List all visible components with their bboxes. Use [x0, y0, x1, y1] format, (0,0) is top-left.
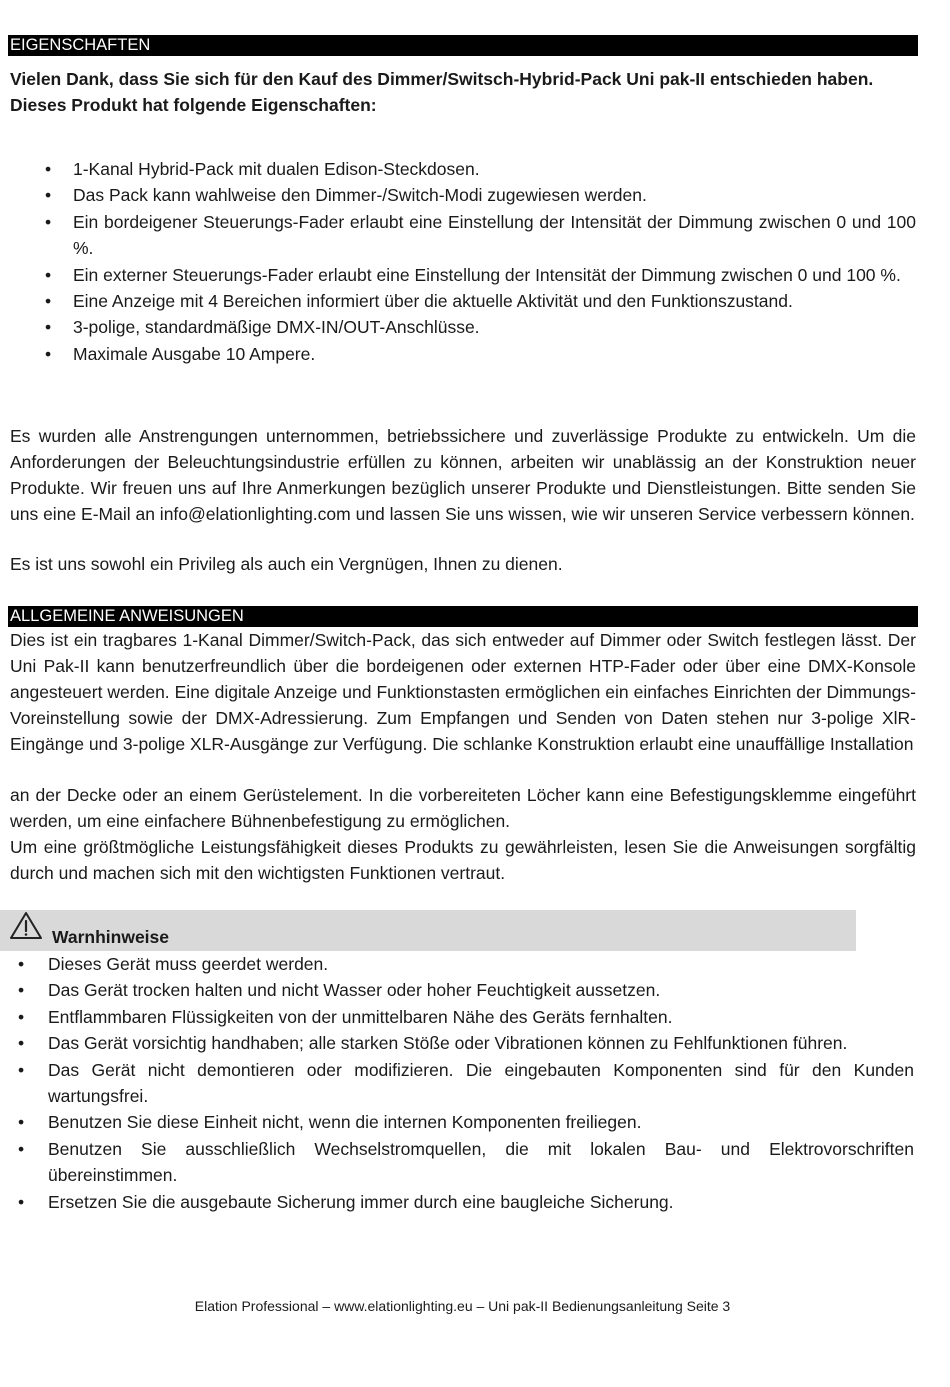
list-item: • Ein bordeigener Steuerungs-Fader erlaubt eine Einstellung der Intensität der Dimmung zwischen 0 und 100 %. [10, 209, 916, 262]
feature-list [10, 156, 916, 367]
general-paragraph: Dies ist ein tragbares 1-Kanal Dimmer/Switch-Pack, das sich entweder auf Dimmer oder Switch festlegen lässt. Der Uni Pak-II kann benutzerfreundlich über die bordeigenen oder externen HTP-Fader oder über eine DMX-Konsole angesteuert werden. Eine digitale Anzeige und Funktionstasten ermöglichen ein einfaches Einrichten der Dimmungs-Voreinstellung sowie der DMX-Adressierung. Zum Empfangen und Senden von Daten stehen nur 3-polige XlR-Eingänge und 3-polige XLR-Ausgänge zur Verfügung. Die schlanke Konstruktion erlaubt eine unauffällige Installation [10, 630, 916, 754]
bullet: • [45, 343, 52, 364]
list-item: • Eine Anzeige mit 4 Bereichen informiert über die aktuelle Aktivität und den Funktionszustand. [10, 288, 916, 314]
bullet: • [45, 264, 52, 285]
intro-features-heading: Dieses Produkt hat folgende Eigenschaften: [10, 95, 377, 115]
warning-list [10, 951, 914, 1215]
bullet: • [18, 954, 25, 974]
list-item: • Das Pack kann wahlweise den Dimmer-/Switch-Modi zugewiesen werden. [10, 182, 916, 208]
bullet: • [18, 1059, 25, 1080]
list-item: • 3-polige, standardmäßige DMX-IN/OUT-Anschlüsse. [10, 314, 916, 340]
bullet: • [18, 1138, 25, 1159]
list-item: • Ersetzen Sie die ausgebaute Sicherung immer durch eine baugleiche Sicherung. [10, 1189, 914, 1215]
list-item: • Das Gerät vorsichtig handhaben; alle starken Stöße oder Vibrationen können zu Fehlfunktionen führen. [10, 1030, 914, 1056]
list-item: • Das Gerät nicht demontieren oder modifizieren. Die eingebauten Komponenten sind für den Kunden wartungsfrei. [10, 1057, 914, 1110]
bullet: • [18, 1112, 25, 1133]
list-item: • Ein externer Steuerungs-Fader erlaubt eine Einstellung der Intensität der Dimmung zwischen 0 und 100 %. [10, 262, 916, 288]
warnings-title: Warnhinweise [52, 927, 170, 947]
list-item: • Dieses Gerät muss geerdet werden. [10, 951, 914, 977]
bullet: • [45, 317, 52, 338]
closing-paragraph: Es ist uns sowohl ein Privileg als auch ein Vergnügen, Ihnen zu dienen. [10, 554, 563, 574]
page-footer: Elation Professional – www.elationlighting.eu – Uni pak-II Bedienungsanleitung Seite 3 [194, 1298, 731, 1314]
bullet: • [45, 185, 52, 206]
section-header-eigenschaften: EIGENSCHAFTEN [8, 35, 918, 56]
bullet: • [18, 1033, 25, 1054]
bullet: • [45, 291, 52, 312]
instructions-paragraph: Um eine größtmögliche Leistungsfähigkeit dieses Produkts zu gewährleisten, lesen Sie die Anweisungen sorgfältig durch und machen sich mit den wichtigsten Funktionen vertraut. [10, 837, 916, 883]
bullet: • [45, 211, 52, 232]
list-item: • Benutzen Sie ausschließlich Wechselstromquellen, die mit lokalen Bau- und Elektrovorschriften übereinstimmen. [10, 1136, 914, 1189]
bullet: • [18, 1006, 25, 1027]
list-item: • Maximale Ausgabe 10 Ampere. [10, 341, 916, 367]
bullet: • [18, 1191, 25, 1212]
bullet: • [45, 159, 52, 179]
bullet: • [18, 980, 25, 1001]
intro-text [10, 66, 918, 118]
list-item: • Entflammbaren Flüssigkeiten von der unmittelbaren Nähe des Geräts fernhalten. [10, 1004, 914, 1030]
intro-thanks: Vielen Dank, dass Sie sich für den Kauf des Dimmer/Switsch-Hybrid-Pack Uni pak-II entschieden haben. [10, 69, 874, 89]
contact-paragraph: Es wurden alle Anstrengungen unternommen, betriebssichere und zuverlässige Produkte zu entwickeln. Um die Anforderungen der Beleuchtungsindustrie erfüllen zu können, arbeiten wir unablässig an der Konstruktion neuer Produkte. Wir freuen uns auf Ihre Anmerkungen bezüglich unserer Produkte und Dienstleistungen. Bitte senden Sie uns eine E-Mail an info@elationlighting.com und lassen Sie uns wissen, wie wir unseren Service verbessern können. [10, 426, 916, 524]
section-header-allgemeine-anweisungen: ALLGEMEINE ANWEISUNGEN [8, 606, 918, 627]
mounting-paragraph: an der Decke oder an einem Gerüstelement. In die vorbereiteten Löcher kann eine Befestigungsklemme eingeführt werden, um eine einfachere Bühnenbefestigung zu ermöglichen. [10, 785, 916, 831]
list-item: • Das Gerät trocken halten und nicht Wasser oder hoher Feuchtigkeit aussetzen. [10, 977, 914, 1003]
list-item: • Benutzen Sie diese Einheit nicht, wenn die internen Komponenten freiliegen. [10, 1109, 914, 1135]
list-item: • 1-Kanal Hybrid-Pack mit dualen Edison-Steckdosen. [10, 156, 916, 182]
warning-triangle-icon [8, 910, 44, 942]
